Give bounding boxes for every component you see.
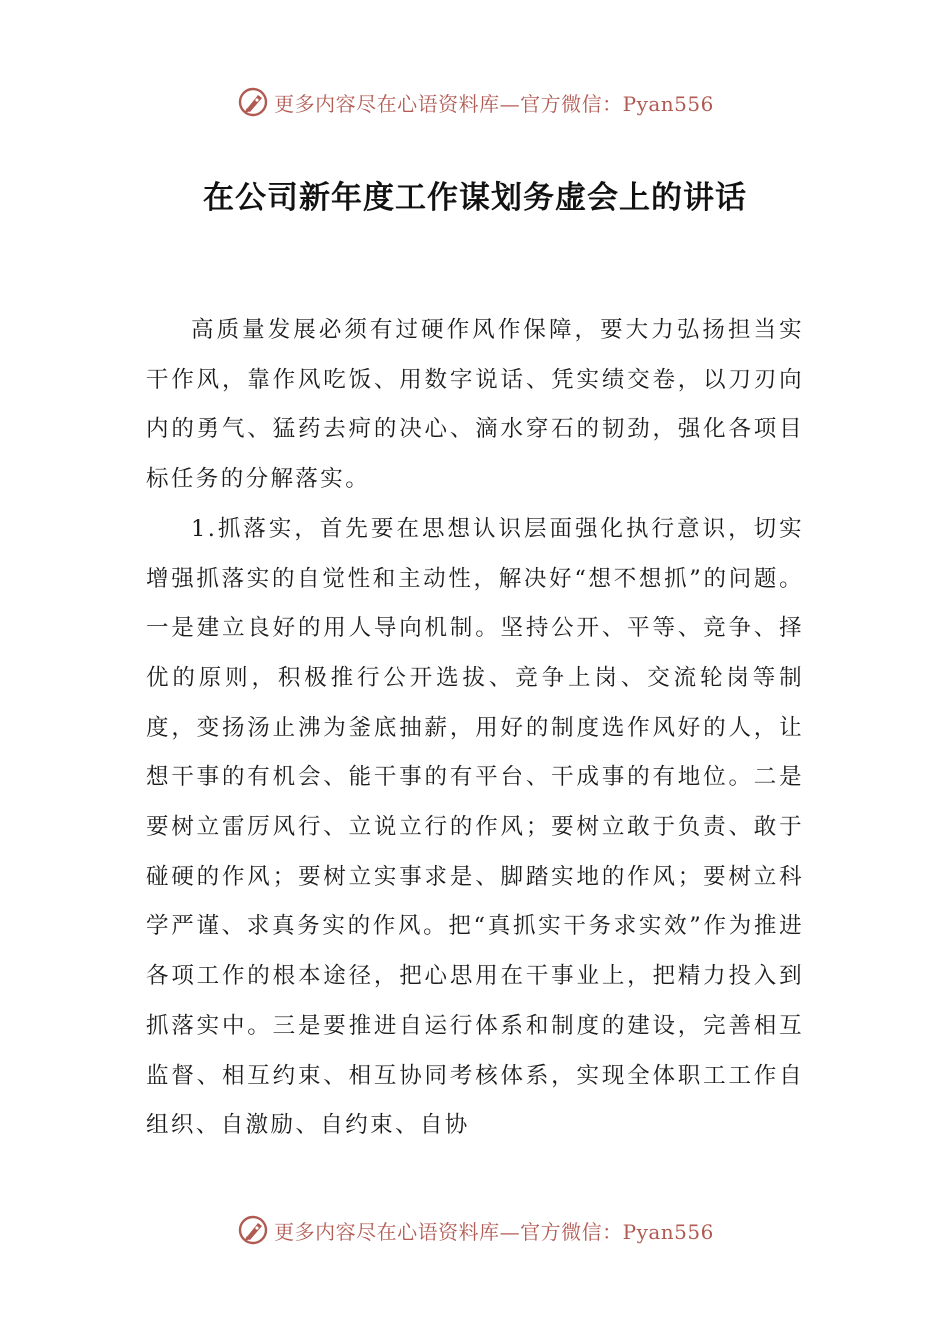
paragraph-point-1: 1.抓落实，首先要在思想认识层面强化执行意识，切实增强抓落实的自觉性和主动性，解决好“想不想抓”的问题。一是建立良好的用人导向机制。坚持公开、平等、竞争、择优的原则，积极推行公开选拔、竞争上岗、交流轮岗等制度，变扬汤止沸为釜底抽薪，用好的制度选作风好的人，让想干事的有机会、能干事的有平台、干成事的有地位。二是要树立雷厉风行、立说立行的作风；要树立敢于负责、敢于碰硬的作风；要树立实事求是、脚踏实地的作风；要树立科学严谨、求真务实的作风。把“真抓实干务求实效”作为推进各项工作的根本途径，把心思用在干事业上，把精力投入到抓落实中。三是要推进自运行体系和制度的建设，完善相互监督、相互约束、相互协同考核体系，实现全体职工工作自组织、自激励、自约束、自协 <box>146 515 804 1139</box>
pen-nib-logo-icon <box>236 85 270 119</box>
pen-nib-logo-icon <box>236 1213 270 1247</box>
header-watermark-banner <box>0 82 950 122</box>
paragraph-intro: 高质量发展必须有过硬作风作保障，要大力弘扬担当实干作风，靠作风吃饭、用数字说话、凭实绩交卷，以刀刃向内的勇气、猛药去疴的决心、滴水穿石的韧劲，强化各项目标任务的分解落实。 <box>146 317 804 493</box>
footer-watermark-banner <box>0 1210 950 1250</box>
page-title: 在公司新年度工作谋划务虚会上的讲话 <box>203 180 747 216</box>
document-body <box>146 306 804 1151</box>
footer-watermark-text: 更多内容尽在心语资料库—官方微信：Pyan556 <box>274 1219 714 1244</box>
header-watermark-text: 更多内容尽在心语资料库—官方微信：Pyan556 <box>274 91 714 116</box>
